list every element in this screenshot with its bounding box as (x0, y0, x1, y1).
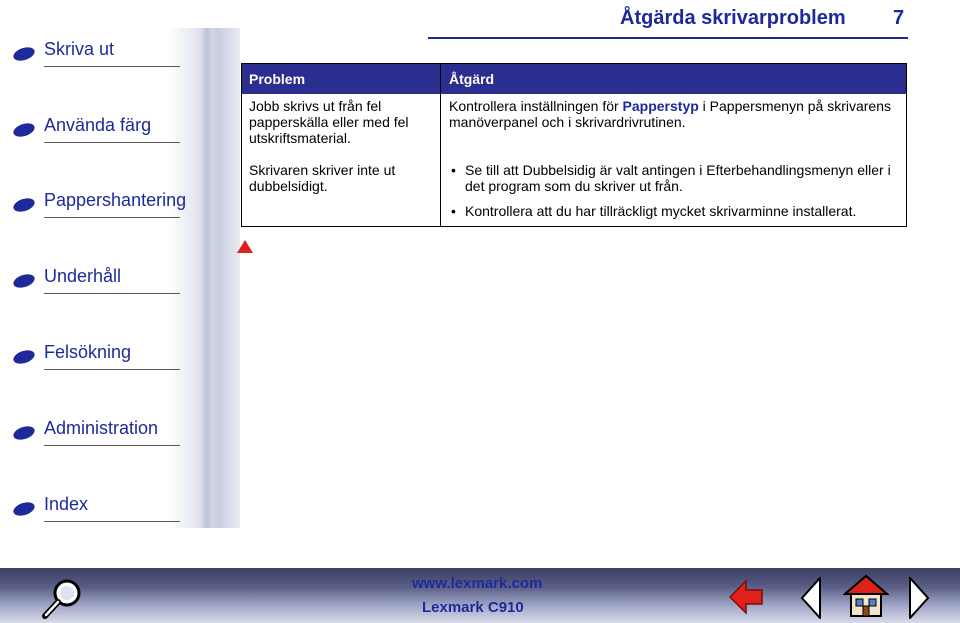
sidebar-shade-highlight (200, 28, 212, 528)
table-header (242, 64, 906, 94)
nav-item-label: Använda färg (44, 115, 152, 135)
footer-bar (0, 568, 960, 623)
prev-page-icon[interactable] (800, 577, 822, 619)
nav-item-label: Skriva ut (44, 39, 115, 59)
header-divider (428, 37, 908, 39)
papperstyp-term: Papperstyp (622, 98, 699, 114)
nav-item-label: Index (44, 494, 89, 514)
nav-item-label: Underhåll (44, 266, 122, 286)
bullet-icon (12, 350, 36, 364)
list-item-text: Se till att Dubbelsidig är valt antingen i Efterbehandlingsmenyn eller i det program som du skriver ut från. (465, 162, 891, 194)
list-item (451, 203, 905, 219)
column-header-problem: Problem (249, 71, 306, 87)
nav-item-pappershantering[interactable] (0, 184, 190, 224)
sidebar-nav (0, 0, 240, 560)
bullet-icon (12, 47, 36, 61)
column-divider (440, 64, 441, 226)
bullet-dot: • (451, 162, 456, 178)
page-number: 7 (893, 7, 905, 29)
nav-underline (44, 217, 180, 218)
nav-item-label: Pappershantering (44, 190, 187, 210)
nav-item-anvanda-farg[interactable] (0, 109, 190, 149)
nav-item-administration[interactable] (0, 412, 190, 452)
bullet-icon (12, 426, 36, 440)
next-page-icon[interactable] (908, 577, 930, 619)
list-item-text: Kontrollera att du har tillräckligt mycket skrivarminne installerat. (465, 203, 857, 219)
footer-model: Lexmark C910 (422, 599, 524, 616)
problem-cell: Skrivaren skriver inte ut dubbelsidigt. (249, 162, 396, 194)
home-icon[interactable] (843, 574, 889, 618)
bullet-icon (12, 274, 36, 288)
nav-item-label: Felsökning (44, 342, 132, 362)
search-icon[interactable] (40, 576, 86, 620)
nav-item-underhall[interactable] (0, 260, 190, 300)
up-arrow-icon[interactable] (237, 240, 253, 253)
nav-underline (44, 142, 180, 143)
footer-url[interactable]: www.lexmark.com (412, 575, 543, 592)
nav-item-skriva-ut[interactable] (0, 33, 190, 73)
troubleshooting-table (241, 63, 907, 227)
nav-item-index[interactable] (0, 488, 190, 528)
action-cell (449, 98, 899, 130)
action-text: Kontrollera inställningen för (449, 98, 623, 114)
nav-underline (44, 445, 180, 446)
nav-item-felsokning[interactable] (0, 336, 190, 376)
problem-cell: Jobb skrivs ut från fel papperskälla eller med fel utskriftsmaterial. (249, 98, 409, 146)
bullet-icon (12, 123, 36, 137)
bullet-dot: • (451, 203, 456, 219)
nav-underline (44, 369, 180, 370)
nav-underline (44, 521, 180, 522)
column-header-action: Åtgärd (449, 71, 495, 87)
bullet-icon (12, 198, 36, 212)
action-text: i Pappersmenyn på skrivarens manöverpanel och i skrivardrivrutinen. (449, 98, 891, 130)
page-title: Åtgärda skrivarproblem (620, 7, 846, 29)
nav-item-label: Administration (44, 418, 159, 438)
list-item (451, 162, 905, 194)
back-arrow-icon[interactable] (728, 578, 764, 616)
nav-underline (44, 66, 180, 67)
bullet-icon (12, 502, 36, 516)
nav-underline (44, 293, 180, 294)
